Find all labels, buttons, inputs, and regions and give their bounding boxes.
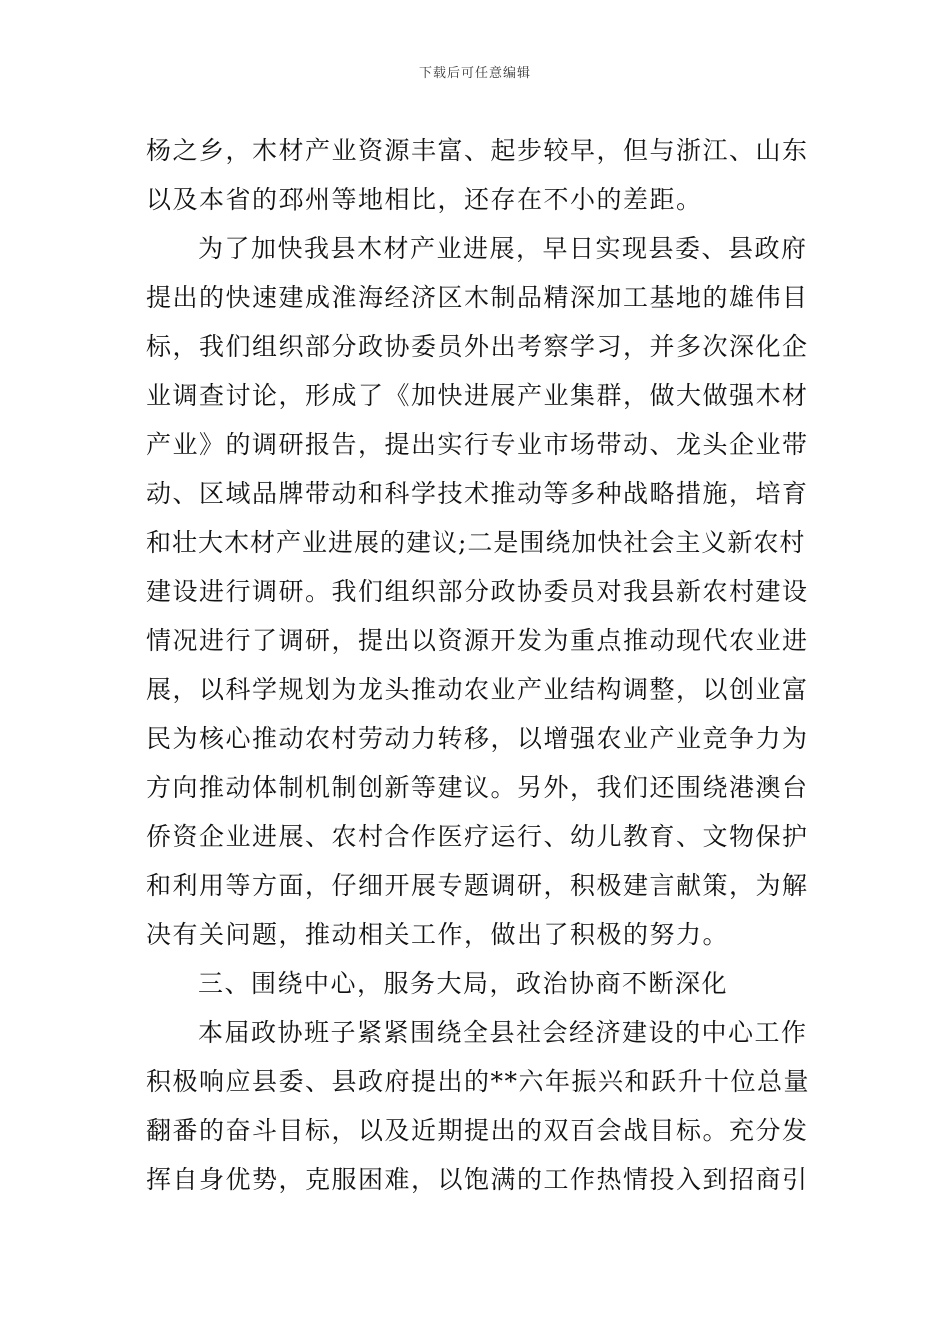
text-line: 积极响应县委、县政府提出的**六年振兴和跃升十位总量 bbox=[146, 1067, 811, 1096]
text-line: 产业》的调研报告，提出实行专业市场带动、龙头企业带 bbox=[146, 430, 809, 459]
text-line: 侨资企业进展、农村合作医疗运行、幼儿教育、文物保护 bbox=[146, 822, 809, 851]
page-header: 下载后可任意编辑 bbox=[418, 66, 531, 81]
text-line: 情况进行了调研，提出以资源开发为重点推动现代农业进 bbox=[146, 626, 809, 655]
text-line: 动、区域品牌带动和科学技术推动等多种战略措施，培育 bbox=[146, 479, 809, 508]
text-line: 本届政协班子紧紧围绕全县社会经济建设的中心工作 bbox=[198, 1018, 808, 1047]
text-line: 业调查讨论，形成了《加快进展产业集群，做大做强木材 bbox=[146, 381, 809, 410]
text-line: 提出的快速建成淮海经济区木制品精深加工基地的雄伟目 bbox=[146, 283, 809, 312]
text-line: 和利用等方面，仔细开展专题调研，积极建言献策，为解 bbox=[146, 871, 809, 900]
text-line: 挥自身优势，克服困难，以饱满的工作热情投入到招商引 bbox=[146, 1165, 809, 1194]
text-line: 决有关问题，推动相关工作，做出了积极的努力。 bbox=[146, 920, 730, 949]
text-line: 建设进行调研。我们组织部分政协委员对我县新农村建设 bbox=[146, 577, 809, 606]
text-line: 展，以科学规划为龙头推动农业产业结构调整，以创业富 bbox=[146, 675, 809, 704]
text-line: 和壮大木材产业进展的建议;二是围绕加快社会主义新农村 bbox=[146, 528, 806, 557]
text-line: 标，我们组织部分政协委员外出考察学习，并多次深化企 bbox=[146, 332, 809, 361]
text-line: 翻番的奋斗目标，以及近期提出的双百会战目标。充分发 bbox=[146, 1116, 809, 1145]
document-body bbox=[146, 126, 810, 1204]
text-line: 为了加快我县木材产业进展，早日实现县委、县政府 bbox=[198, 234, 808, 263]
section-heading: 三、围绕中心，服务大局，政治协商不断深化 bbox=[198, 969, 729, 998]
text-line: 杨之乡，木材产业资源丰富、起步较早，但与浙江、山东 bbox=[146, 136, 809, 165]
text-line: 以及本省的邳州等地相比，还存在不小的差距。 bbox=[146, 185, 703, 214]
text-line: 方向推动体制机制创新等建议。另外，我们还围绕港澳台 bbox=[146, 773, 809, 802]
text-line: 民为核心推动农村劳动力转移，以增强农业产业竞争力为 bbox=[146, 724, 809, 753]
